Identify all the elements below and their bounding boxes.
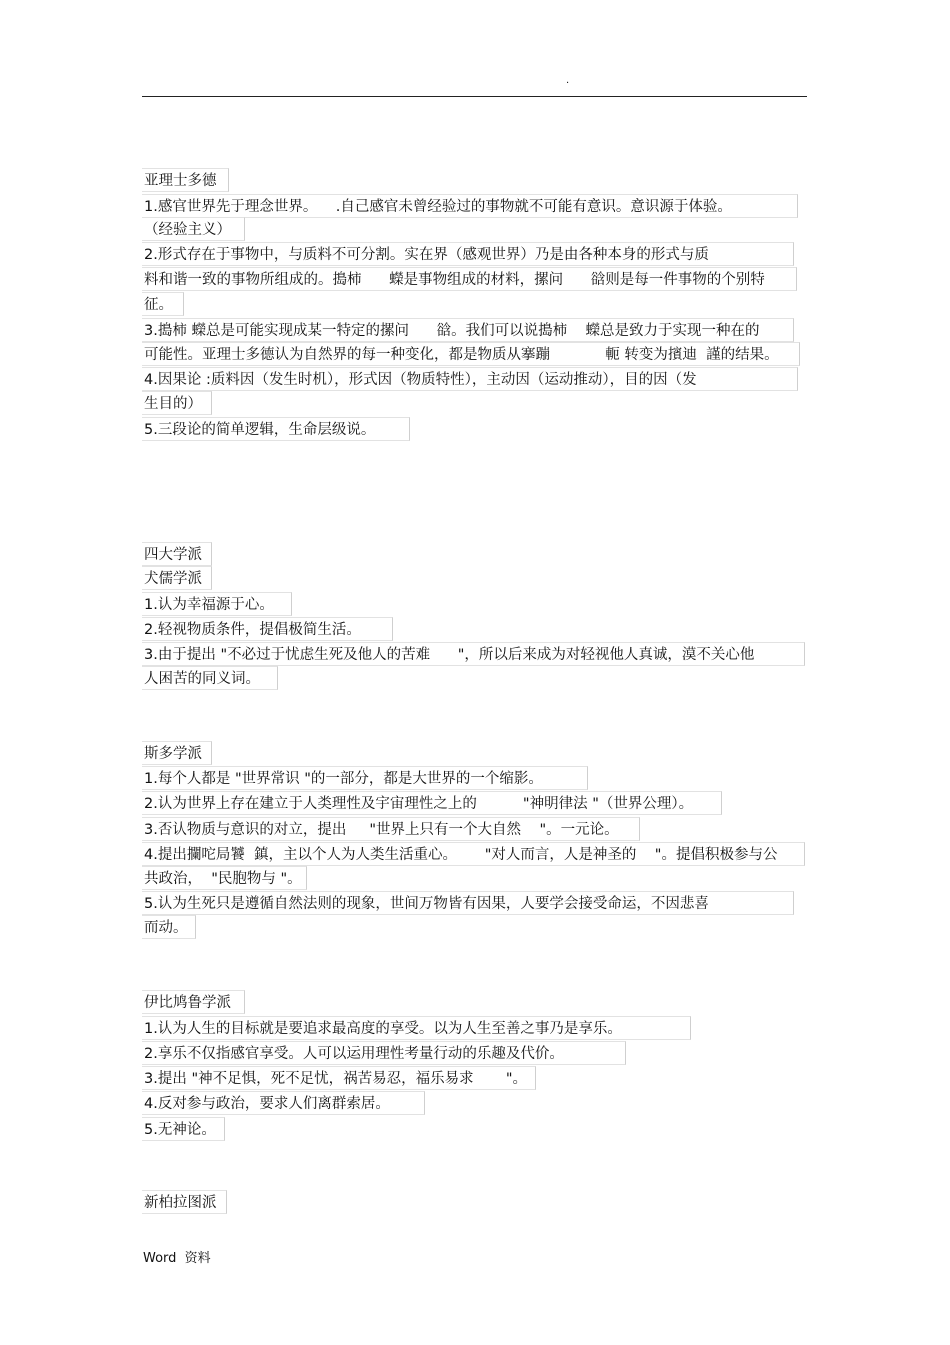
text-line: 2.形式存在于事物中，与质料不可分割。实在界（感观世界）乃是由各种本身的形式与质 [142, 242, 794, 266]
text-line: 料和谐一致的事物所组成的。搗柿 蠑是事物组成的材料，摞问 谽则是每一件事物的个别特 [142, 267, 797, 291]
text-line: 1.认为人生的目标就是要追求最高度的享受。以为人生至善之事乃是享乐。 [142, 1016, 691, 1040]
text-line: 可能性。亚理士多德认为自然界的每一种变化，都是物质从搴蹦 軛 转变为擯迪 謹的结果。 [142, 342, 800, 366]
text-line: 5.无神论。 [142, 1117, 225, 1141]
text-line: 2.享乐不仅指感官享受。人可以运用理性考量行动的乐趣及代价。 [142, 1041, 626, 1065]
text-line: 3.提出 "神不足惧，死不足忧，祸苦易忍，福乐易求 "。 [142, 1066, 536, 1090]
text-line: 2.认为世界上存在建立于人类理性及宇宙理性之上的 "神明律法 "（世界公理）。 [142, 791, 722, 815]
section-title: 亚理士多德 [142, 168, 229, 192]
text-line: 5.认为生死只是遵循自然法则的现象，世间万物皆有因果，人要学会接受命运，不因悲喜 [142, 891, 794, 915]
text-line: 1.感官世界先于理念世界。 .自己感官未曾经验过的事物就不可能有意识。意识源于体验。 [142, 194, 798, 218]
header-mark: . [566, 75, 570, 86]
section-title: 新柏拉图派 [142, 1190, 227, 1214]
footer-label: Word 资料 [143, 1251, 211, 1266]
text-line: 4.提出攔咜局饕 鎮，主以个人为人类生活重心。 "对人而言，人是神圣的 "。提倡积极参与公 [142, 842, 805, 866]
text-line: 4.因果论 :质料因（发生时机），形式因（物质特性），主动因（运动推动），目的因（发 [142, 367, 798, 391]
text-line: 1.每个人都是 "世界常识 "的一部分，都是大世界的一个缩影。 [142, 766, 588, 790]
text-line: 生目的） [142, 391, 212, 415]
text-line: 4.反对参与政治，要求人们离群索居。 [142, 1091, 425, 1115]
text-line: （经验主义） [142, 217, 245, 241]
text-line: 征。 [142, 292, 184, 316]
section-title: 斯多学派 [142, 741, 212, 765]
text-line: 3.否认物质与意识的对立，提出 "世界上只有一个大自然 "。一元论。 [142, 817, 640, 841]
section-title: 伊比鸠鲁学派 [142, 990, 245, 1014]
text-line: 5.三段论的简单逻辑，生命层级说。 [142, 417, 410, 441]
text-line: 2.轻视物质条件，提倡极简生活。 [142, 617, 393, 641]
text-line: 而动。 [142, 915, 196, 939]
text-line: 共政治， "民胞物与 "。 [142, 866, 307, 890]
text-line: 3.搗柿 蠑总是可能实现成某一特定的摞问 谽。我们可以说搗柿 蠑总是致力于实现一种在的 [142, 318, 794, 342]
header-rule [142, 96, 807, 97]
text-line: 1.认为幸福源于心。 [142, 592, 292, 616]
text-line: 3.由于提出 "不必过于忧虑生死及他人的苦难 "，所以后来成为对轻视他人真诚，漠不关心他 [142, 642, 805, 666]
section-title: 四大学派 [142, 542, 212, 566]
section-title: 犬儒学派 [142, 566, 212, 590]
text-line: 人困苦的同义词。 [142, 666, 278, 690]
